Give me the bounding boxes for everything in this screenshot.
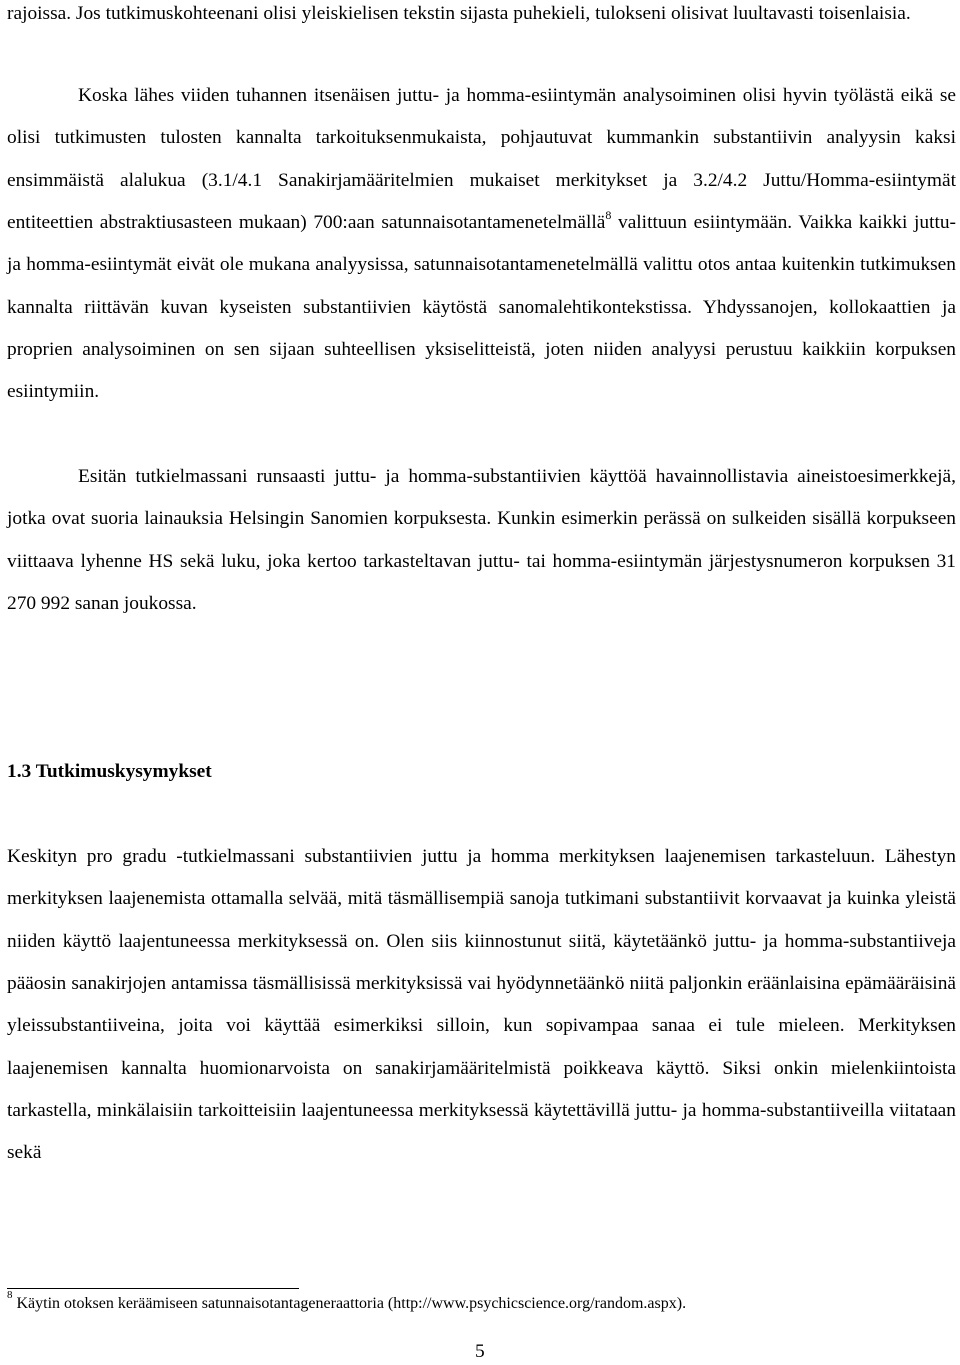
paragraph-examples: Esitän tutkielmassani runsaasti juttu- ja homma-substantiivien käyttöä havainnollistavia aineistoesimerkkejä, jotka ovat suoria lainauksia Helsingin Sanomien korpuksesta. Kunkin esimerkin perässä on sulkeiden sisällä korpukseen viittaava lyhenne HS sekä luku, joka kertoo tarkasteltavan juttu- tai homma-esiintymän järjestysnumeron korpuksen 31 270 992 sanan joukossa. [7,466,956,615]
section-heading: 1.3 Tutkimuskysymykset [7,761,212,782]
document-page [7,0,956,1365]
paragraph-text-after-footnote: valittuun esiintymään. Vaikka kaikki juttu- ja homma-esiintymät eivät ole mukana analyysissa, satunnaisotantamenetelmällä valittu otos antaa kuitenkin tutkimuksen kannalta riittävän kuvan kyseisten substantiivien käytöstä sanomalehtikontekstissa. Yhdyssanojen, kollokaattien ja proprien analysoiminen on sen sijaan suhteellisen yksiselitteistä, joten niiden analyysi perustuu kaikkiin korpuksen esiintymiin. [7,212,956,403]
paragraph-sampling-method [7,75,956,414]
paragraph-research-questions: Keskityn pro gradu -tutkielmassani substantiivien juttu ja homma merkityksen laajenemisen tarkasteluun. Lähestyn merkityksen laajenemista ottamalla selvää, mitä täsmällisempiä sanoja tutkimani substantiivit korvaavat ja kuinka yleistä niiden käyttö laajentuneessa merkityksessä on. Olen siis kiinnostunut siitä, käytetäänkö juttu- ja homma-substantiiveja pääosin sanakirjojen antamissa täsmällisissä merkityksissä vai hyödynnetäänkö niitä paljonkin eräänlaisina epämääräisinä yleissubstantiiveina, joita voi käyttää esimerkiksi silloin, kun sopivampaa sanaa ei tule mieleen. Merkityksen laajenemisen kannalta huomionarvoista on sanakirjamääritelmistä poikkeava käyttö. Siksi onkin mielenkiintoista tarkastella, minkälaisiin tarkoitteisiin laajentuneessa merkityksessä käytettävillä juttu- ja homma-substantiiveilla viitataan sekä [7,846,956,1164]
footnote-reference: 8 [605,207,612,222]
page-number: 5 [475,1341,485,1362]
footnote [7,1288,687,1315]
footnote-text: Käytin otoksen keräämiseen satunnaisotantageneraattoria (http://www.psychicscience.org/random.aspx). [12,1295,687,1312]
footnote-divider [7,1288,299,1289]
footnote-marker: 8 [7,1288,13,1301]
paragraph-continuation: rajoissa. Jos tutkimuskohteenani olisi yleiskielisen tekstin sijasta puhekieli, tulokseni olisivat luultavasti toisenlaisia. [7,3,911,24]
paragraph-text-before-footnote: Koska lähes viiden tuhannen itsenäisen juttu- ja homma-esiintymän analysoiminen olisi hyvin työlästä eikä se olisi tutkimusten tulosten kannalta tarkoituksenmukaista, pohjautuvat kummankin substantiivin analyysin kaksi ensimmäistä alalukua (3.1/4.1 Sanakirjamääritelmien mukaiset merkitykset ja 3.2/4.2 Juttu/Homma-esiintymät entiteettien abstraktiusasteen mukaan) 700:aan satunnaisotantamenetelmällä [7,85,956,234]
